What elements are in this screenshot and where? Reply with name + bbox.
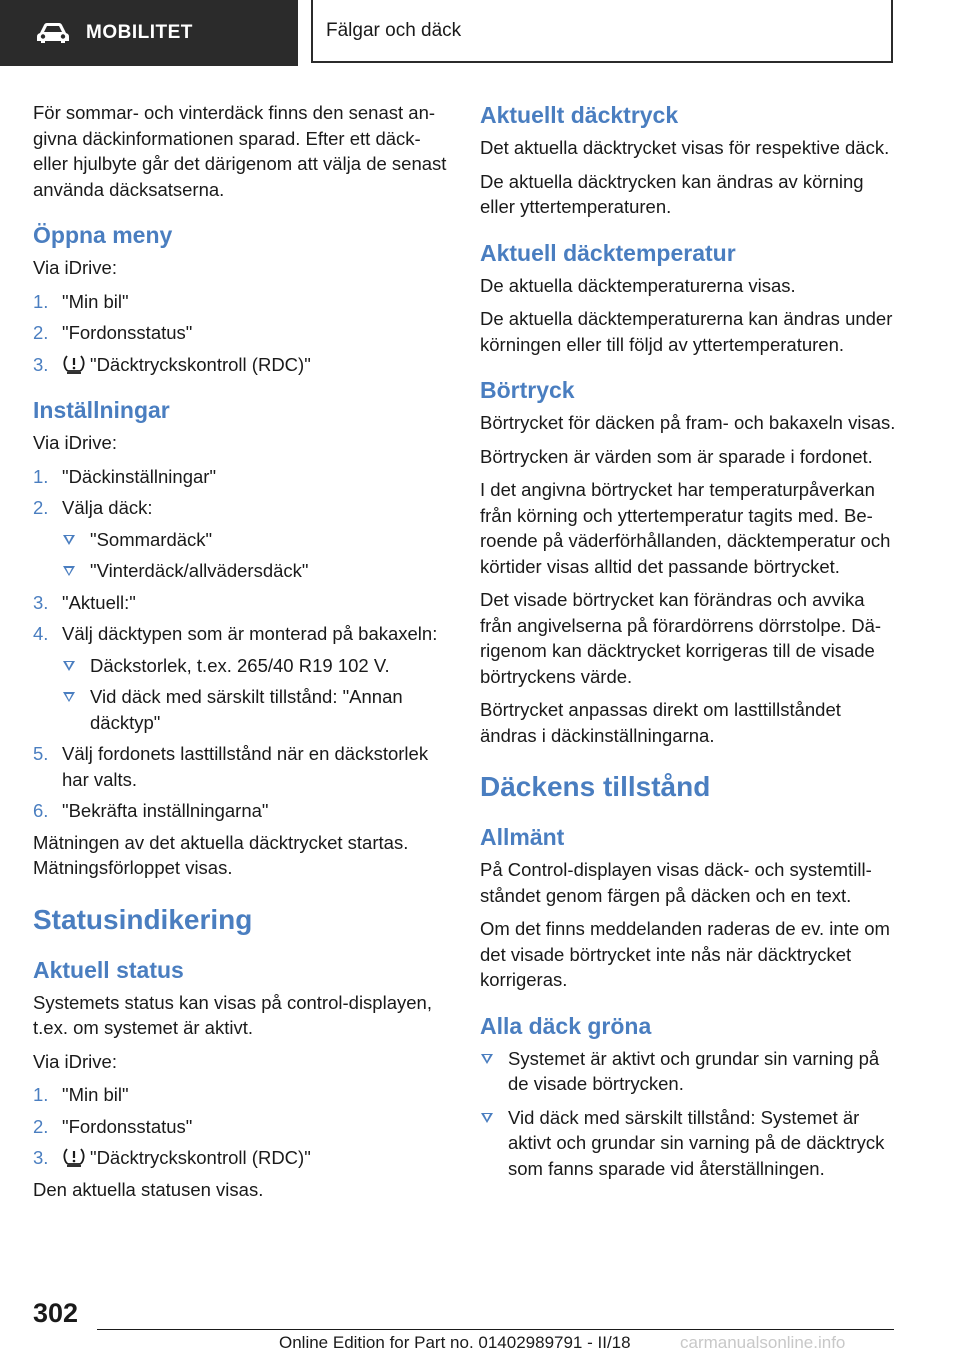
step-text: "Däcktryckskontroll (RDC)"	[90, 353, 311, 375]
sub-list	[62, 653, 451, 736]
list-item	[33, 621, 451, 735]
all-green-list	[480, 1046, 898, 1182]
footer-divider	[97, 1329, 894, 1330]
bullet-text: "Vinterdäck/allvädersdäck"	[90, 560, 309, 581]
list-item	[33, 590, 451, 616]
current-pressure-p1: Det aktuella däcktrycket visas för respektive däck.	[480, 137, 890, 158]
settings-via: Via iDrive:	[33, 432, 117, 453]
tire-condition-heading: Däckens tillstånd	[480, 771, 711, 802]
list-item	[62, 558, 451, 584]
triangle-bullet-icon	[481, 1113, 493, 1123]
triangle-bullet-icon	[63, 661, 75, 671]
step-number: 3.	[33, 591, 49, 613]
settings-after: Mätningen av det aktuella däcktrycket startas. Mätningsförloppet visas.	[33, 831, 409, 878]
step-number: 2.	[33, 1115, 49, 1137]
list-item	[33, 798, 451, 824]
current-status-text: Systemets status kan visas på control-displayen, t.ex. om systemet är aktivt.	[33, 991, 432, 1038]
list-item	[480, 1046, 898, 1097]
current-status-heading: Aktuell status	[33, 956, 184, 983]
general-p1: På Control-displayen visas däck- och systemtillståndet genom färgen på däcken och en text.	[480, 859, 872, 906]
current-temperature-p2: De aktuella däcktemperaturerna kan ändras under körningen eller till följd av yttertemperaturen.	[480, 308, 893, 355]
step-number: 1.	[33, 1084, 49, 1105]
current-pressure-heading: Aktuellt däcktryck	[480, 102, 679, 128]
step-number: 5.	[33, 743, 49, 764]
footer-edition: Online Edition for Part no. 01402989791 - II/18	[279, 1333, 631, 1352]
triangle-bullet-icon	[481, 1054, 493, 1064]
step-text: "Fordonsstatus"	[62, 322, 193, 343]
chapter-title: Fälgar och däck	[326, 19, 462, 41]
intro-paragraph: För sommar- och vinterdäck finns den senast angivna däckinformationen sparad. Efter ett däck- eller hjulbyte går det därigenom att välja de senast använda däcksatserna.	[33, 102, 447, 200]
step-text: "Däckinställningar"	[62, 465, 217, 487]
step-text: Välj fordonets lasttillstånd när en däckstorlek har valts.	[62, 743, 429, 790]
current-status-steps	[33, 1082, 451, 1171]
list-item	[33, 352, 451, 378]
settings-heading: Inställningar	[33, 397, 170, 423]
step-text: "Min bil"	[62, 290, 129, 312]
list-item	[33, 1145, 451, 1171]
current-pressure-p2: De aktuella däcktrycken kan ändras av körning eller yttertemperaturen.	[480, 170, 864, 217]
bullet-text: "Sommardäck"	[90, 528, 213, 550]
bullet-text: Däckstorlek, t.ex. 265/40 R19 102 V.	[90, 654, 390, 676]
target-pressure-p4: Det visade börtrycket kan förändras och avvika från angivelserna på förardörrens dörrstolpe. Därigenom kan däcktrycket korrigeras till de visade börtryckens värde.	[480, 589, 882, 687]
step-number: 2.	[33, 497, 49, 518]
list-item	[33, 1082, 451, 1108]
car-icon	[36, 22, 70, 44]
list-item	[62, 527, 451, 553]
section-tab	[0, 0, 298, 66]
list-item	[62, 653, 451, 679]
step-text: Välj däcktypen som är monterad på bakaxeln:	[62, 623, 438, 644]
all-green-heading: Alla däck gröna	[480, 1012, 652, 1039]
list-item	[33, 495, 451, 584]
general-heading: Allmänt	[480, 824, 565, 850]
list-item	[33, 741, 451, 792]
tire-pressure-warning-icon	[62, 353, 86, 375]
bullet-text: Systemet är aktivt och grundar sin varning på de visade börtrycken.	[508, 1047, 880, 1094]
page-number: 302	[33, 1298, 79, 1328]
triangle-bullet-icon	[63, 535, 75, 545]
current-status-via: Via iDrive:	[33, 1050, 117, 1072]
list-item	[33, 1114, 451, 1140]
step-text: Välja däck:	[62, 497, 153, 518]
target-pressure-p1: Börtrycket för däcken på fram- och bakaxeln visas.	[480, 412, 896, 433]
step-text: "Aktuell:"	[62, 591, 136, 613]
general-p2: Om det finns meddelanden raderas de ev. inte om det visade börtrycket inte nås när däcktrycket korrigeras.	[480, 918, 890, 990]
list-item	[480, 1105, 898, 1182]
right-column	[480, 100, 898, 1189]
triangle-bullet-icon	[63, 566, 75, 576]
step-text: "Däcktryckskontroll (RDC)"	[90, 1147, 311, 1168]
step-number: 2.	[33, 322, 49, 343]
target-pressure-p2: Börtrycken är värden som är sparade i fordonet.	[480, 445, 873, 467]
step-text: "Fordonsstatus"	[62, 1115, 193, 1137]
settings-steps	[33, 464, 451, 824]
triangle-bullet-icon	[63, 692, 75, 702]
sub-list	[62, 527, 451, 584]
target-pressure-heading: Börtryck	[480, 377, 575, 403]
watermark: carmanualsonline.info	[680, 1333, 846, 1352]
bullet-text: Vid däck med särskilt tillstånd: Systemet är aktivt och grundar sin varning på de däcktryck som fanns sparade vid återställningen.	[508, 1106, 885, 1179]
list-item	[33, 320, 451, 346]
chapter-tab	[311, 0, 893, 63]
list-item	[62, 684, 451, 735]
current-temperature-p1: De aktuella däcktemperaturerna visas.	[480, 274, 796, 296]
step-text: "Bekräfta inställningarna"	[62, 800, 269, 821]
list-item	[33, 289, 451, 315]
current-status-after: Den aktuella statusen visas.	[33, 1178, 264, 1200]
list-item	[33, 464, 451, 490]
step-number: 3.	[33, 353, 49, 375]
open-menu-steps	[33, 289, 451, 378]
step-number: 1.	[33, 290, 49, 312]
left-column	[33, 100, 451, 1210]
status-indication-heading: Statusindikering	[33, 903, 253, 935]
open-menu-via: Via iDrive:	[33, 257, 117, 278]
tire-pressure-warning-icon	[62, 1146, 86, 1168]
page-header	[0, 0, 960, 66]
step-number: 6.	[33, 800, 49, 821]
step-number: 3.	[33, 1147, 49, 1168]
step-number: 4.	[33, 623, 49, 644]
target-pressure-p3: I det angivna börtrycket har temperaturpåverkan från körning och yttertemperatur tagits med. Beroende på väderförhållanden, däcktemperatur och körtider visas alltid det passande börtrycket.	[480, 479, 891, 577]
step-number: 1.	[33, 465, 49, 487]
target-pressure-p5: Börtrycket anpassas direkt om lasttillståndet ändras i däckinställningarna.	[480, 699, 841, 746]
section-title: MOBILITET	[86, 22, 193, 43]
current-temperature-heading: Aktuell däcktemperatur	[480, 239, 736, 266]
bullet-text: Vid däck med särskilt tillstånd: "Annan däcktyp"	[90, 686, 403, 733]
open-menu-heading: Öppna meny	[33, 222, 173, 248]
step-text: "Min bil"	[62, 1084, 129, 1105]
